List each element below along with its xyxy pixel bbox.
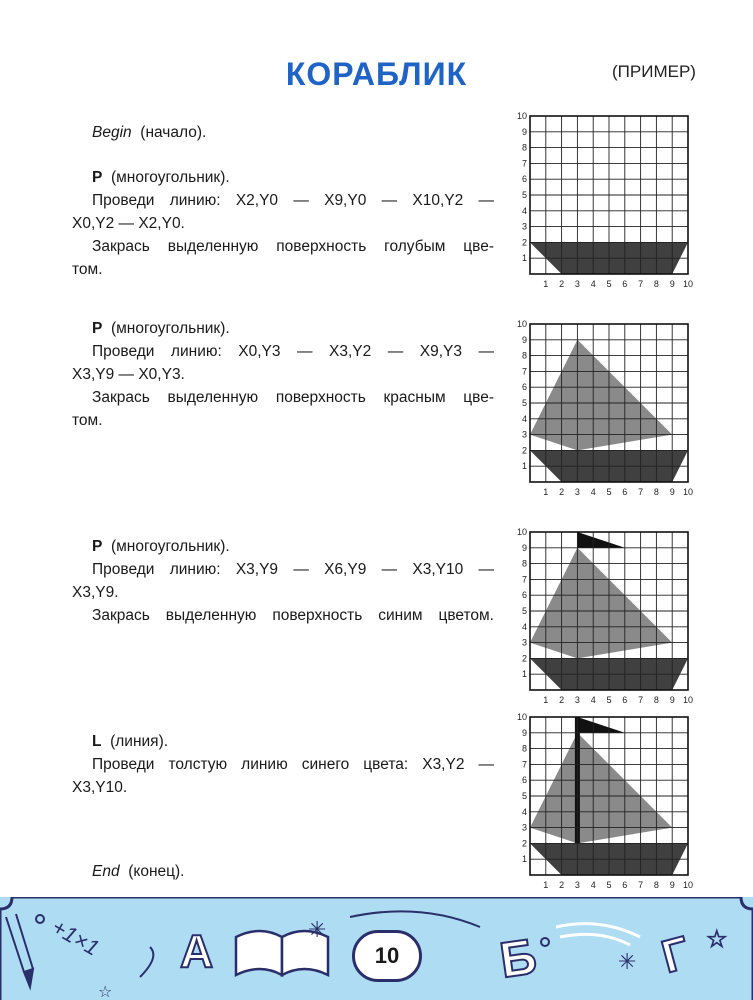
y-tick-label: 2 — [521, 653, 527, 664]
x-tick-label: 2 — [559, 279, 565, 289]
x-tick-label: 8 — [653, 695, 659, 705]
x-tick-label: 6 — [622, 487, 628, 497]
step-4-block — [72, 730, 494, 799]
x-tick-label: 9 — [669, 487, 675, 497]
y-tick-label: 8 — [521, 558, 527, 569]
y-tick-label: 5 — [521, 791, 527, 801]
step-line: X0,Y2 — X2,Y0. — [72, 215, 185, 232]
x-tick-label: 5 — [606, 880, 612, 890]
step-line: Проведи толстую линию синего цвета: X3,Y2 — — [92, 756, 494, 773]
x-tick-label: 4 — [590, 695, 596, 705]
x-tick-label: 2 — [559, 487, 565, 497]
end-keyword: End — [92, 863, 120, 880]
x-tick-label: 8 — [653, 279, 659, 289]
x-tick-label: 10 — [682, 880, 694, 890]
x-tick-label: 6 — [622, 880, 628, 890]
y-tick-label: 8 — [521, 142, 527, 153]
y-tick-label: 7 — [521, 158, 527, 169]
star-outline-icon — [706, 925, 728, 953]
page-number: 10 — [352, 930, 422, 982]
x-tick-label: 6 — [622, 695, 628, 705]
x-tick-label: 8 — [653, 880, 659, 890]
figure-polygon — [577, 717, 624, 733]
step-line: Проведи линию: X3,Y9 — X6,Y9 — X3,Y10 — — [92, 561, 494, 578]
y-tick-label: 10 — [516, 111, 527, 121]
x-tick-label: 5 — [606, 487, 612, 497]
y-tick-label: 4 — [521, 413, 527, 424]
y-tick-label: 4 — [521, 806, 527, 817]
y-tick-label: 1 — [521, 253, 527, 264]
y-tick-label: 9 — [521, 334, 527, 345]
y-tick-label: 5 — [521, 606, 527, 616]
y-tick-label: 6 — [521, 775, 527, 786]
x-tick-label: 2 — [559, 695, 565, 705]
x-tick-label: 1 — [543, 487, 549, 497]
figure-polygon — [577, 532, 624, 548]
x-tick-label: 10 — [682, 279, 694, 289]
grid-figure-3 — [512, 526, 702, 708]
x-tick-label: 1 — [543, 279, 549, 289]
x-tick-label: 3 — [574, 279, 580, 289]
y-tick-label: 7 — [521, 366, 527, 377]
y-tick-label: 10 — [516, 319, 527, 329]
y-tick-label: 3 — [521, 429, 527, 440]
y-tick-label: 6 — [521, 382, 527, 393]
grid-figure-4 — [512, 711, 702, 893]
step-line: X3,Y10. — [72, 779, 128, 796]
x-tick-label: 7 — [638, 487, 644, 497]
step-line: X3,Y9 — X0,Y3. — [72, 366, 185, 383]
step-line: Проведи линию: X0,Y3 — X3,Y2 — X9,Y3 — — [92, 343, 494, 360]
y-tick-label: 3 — [521, 637, 527, 648]
star-icon — [618, 950, 636, 975]
y-tick-label: 3 — [521, 822, 527, 833]
begin-text: (начало). — [140, 124, 207, 141]
begin-keyword: Begin — [92, 124, 132, 141]
x-tick-label: 3 — [574, 880, 580, 890]
y-tick-label: 6 — [521, 590, 527, 601]
figure-polygon — [530, 548, 672, 659]
y-tick-label: 5 — [521, 398, 527, 408]
y-tick-label: 5 — [521, 190, 527, 200]
y-tick-label: 9 — [521, 126, 527, 137]
y-tick-label: 2 — [521, 237, 527, 248]
step-keyword: L — [92, 733, 102, 750]
step-label: (многоугольник). — [110, 320, 230, 337]
y-tick-label: 8 — [521, 350, 527, 361]
end-block — [72, 860, 494, 883]
x-tick-label: 5 — [606, 279, 612, 289]
x-tick-label: 9 — [669, 880, 675, 890]
x-tick-label: 9 — [669, 695, 675, 705]
y-tick-label: 7 — [521, 759, 527, 770]
step-keyword: P — [92, 169, 103, 186]
y-tick-label: 1 — [521, 854, 527, 865]
begin-block — [72, 121, 494, 144]
x-tick-label: 4 — [590, 279, 596, 289]
step-line: том. — [72, 412, 103, 429]
x-tick-label: 7 — [638, 880, 644, 890]
step-line: том. — [72, 261, 103, 278]
step-label: (многоугольник). — [110, 538, 230, 555]
x-tick-label: 2 — [559, 880, 565, 890]
y-tick-label: 9 — [521, 542, 527, 553]
y-tick-label: 10 — [516, 527, 527, 537]
y-tick-label: 9 — [521, 727, 527, 738]
y-tick-label: 4 — [521, 621, 527, 632]
y-tick-label: 2 — [521, 838, 527, 849]
x-tick-label: 5 — [606, 695, 612, 705]
x-tick-label: 3 — [574, 487, 580, 497]
y-tick-label: 3 — [521, 221, 527, 232]
x-tick-label: 6 — [622, 279, 628, 289]
step-line: Закрась выделенную поверхность синим цветом. — [92, 607, 494, 624]
letter-b-icon: Б — [496, 928, 540, 989]
svg-text:✳: ✳ — [618, 950, 637, 975]
letter-a-icon: А — [180, 925, 214, 977]
step-line: Закрась выделенную поверхность красным цве- — [92, 389, 494, 406]
math-doodle: +1×1 — [47, 914, 104, 961]
y-tick-label: 7 — [521, 574, 527, 585]
step-label: (многоугольник). — [110, 169, 230, 186]
end-text: (конец). — [128, 863, 185, 880]
svg-text:✳: ✳ — [308, 918, 327, 943]
svg-text:☆: ☆ — [706, 925, 728, 953]
y-tick-label: 8 — [521, 743, 527, 754]
star-outline-icon — [98, 982, 112, 1000]
svg-text:☆: ☆ — [98, 982, 113, 1000]
step-line: X3,Y9. — [72, 584, 119, 601]
y-tick-label: 4 — [521, 205, 527, 216]
x-tick-label: 10 — [682, 487, 694, 497]
letter-g-icon: Г — [656, 925, 695, 983]
step-1-block — [72, 166, 494, 281]
page-subtitle: (ПРИМЕР) — [612, 62, 696, 81]
step-keyword: P — [92, 320, 103, 337]
star-icon — [308, 918, 326, 943]
x-tick-label: 7 — [638, 279, 644, 289]
step-line: Закрась выделенную поверхность голубым цве- — [92, 238, 494, 255]
figure-polygon — [530, 340, 672, 451]
x-tick-label: 1 — [543, 880, 549, 890]
step-2-block — [72, 317, 494, 432]
y-tick-label: 6 — [521, 174, 527, 185]
x-tick-label: 9 — [669, 279, 675, 289]
x-tick-label: 7 — [638, 695, 644, 705]
x-tick-label: 1 — [543, 695, 549, 705]
step-line: Проведи линию: X2,Y0 — X9,Y0 — X10,Y2 — — [92, 192, 494, 209]
y-tick-label: 2 — [521, 445, 527, 456]
grid-figure-2 — [512, 318, 702, 500]
x-tick-label: 10 — [682, 695, 694, 705]
y-tick-label: 10 — [516, 712, 527, 722]
step-3-block — [72, 535, 494, 627]
grid-figure-1 — [512, 110, 702, 292]
x-tick-label: 8 — [653, 487, 659, 497]
y-tick-label: 1 — [521, 669, 527, 680]
page-title: КОРАБЛИК — [285, 56, 468, 92]
step-keyword: P — [92, 538, 103, 555]
x-tick-label: 4 — [590, 487, 596, 497]
figure-polygon — [530, 733, 672, 844]
step-label: (линия). — [110, 733, 169, 750]
y-tick-label: 1 — [521, 461, 527, 472]
x-tick-label: 3 — [574, 695, 580, 705]
x-tick-label: 4 — [590, 880, 596, 890]
